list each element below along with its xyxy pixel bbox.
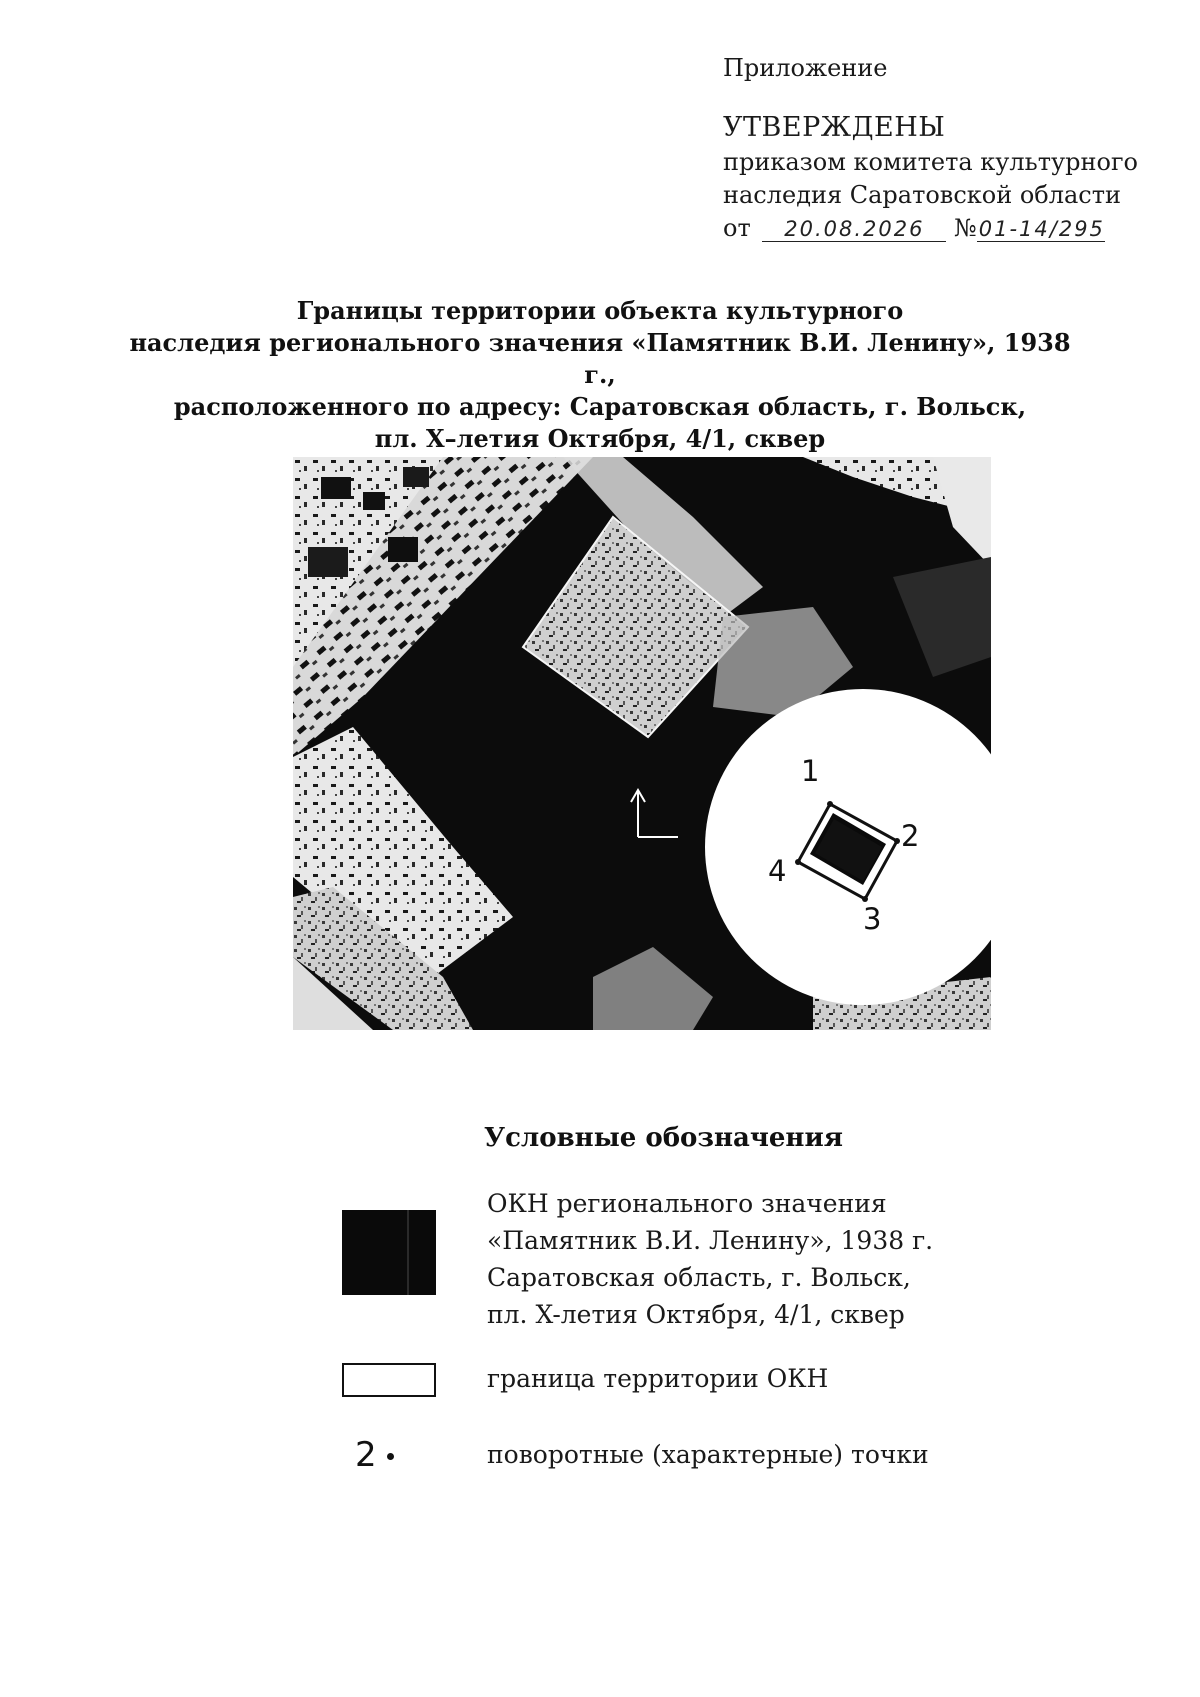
legend-monument-line-4: пл. X-летия Октября, 4/1, сквер — [487, 1300, 905, 1329]
legend-monument-line-2: «Памятник В.И. Ленину», 1938 г. — [487, 1226, 934, 1255]
point-label-1: 1 — [801, 754, 820, 788]
legend-boundary-line: граница территории ОКН — [487, 1364, 829, 1393]
aerial-map-image — [293, 457, 991, 1030]
legend-swatch-monument — [342, 1210, 436, 1295]
date-prefix: от — [723, 214, 751, 242]
legend-text-boundary — [487, 1360, 828, 1397]
handwritten-number: 01-14/295 — [978, 217, 1105, 241]
legend-point-number: 2 — [355, 1435, 377, 1475]
approval-block — [723, 52, 1163, 245]
number-prefix: № — [954, 214, 977, 242]
legend-points-line: поворотные (характерные) точки — [487, 1440, 929, 1469]
order-date-number-line — [723, 212, 1163, 245]
legend-title: Условные обозначения — [484, 1123, 843, 1153]
point-label-2: 2 — [901, 819, 920, 853]
legend-text-turning-points — [487, 1436, 929, 1473]
legend-monument-line-3: Саратовская область, г. Вольск, — [487, 1263, 911, 1292]
point-dot-icon — [387, 1453, 394, 1460]
title-line-2: наследия регионального значения «Памятник В.И. Ленину», 1938 г., — [129, 328, 1071, 389]
approval-line-1: приказом комитета культурного — [723, 148, 1138, 176]
title-line-1: Границы территории объекта культурного — [296, 296, 904, 325]
appendix-label: Приложение — [723, 54, 888, 82]
legend-monument-line-1: ОКН регионального значения — [487, 1189, 887, 1218]
legend-swatch-turning-point — [355, 1435, 394, 1475]
legend-text-monument — [487, 1185, 933, 1333]
title-line-4: пл. X–летия Октября, 4/1, сквер — [374, 424, 826, 453]
aerial-map — [293, 457, 991, 1030]
legend-swatch-boundary — [342, 1363, 436, 1397]
point-label-4: 4 — [768, 854, 787, 888]
approved-label: УТВЕРЖДЕНЫ — [723, 112, 946, 143]
title-line-3: расположенного по адресу: Саратовская область, г. Вольск, — [173, 392, 1027, 421]
approval-line-2: наследия Саратовской области — [723, 181, 1122, 209]
point-label-3: 3 — [863, 902, 882, 936]
document-title — [120, 295, 1080, 455]
handwritten-date: 20.08.2026 — [762, 217, 946, 242]
